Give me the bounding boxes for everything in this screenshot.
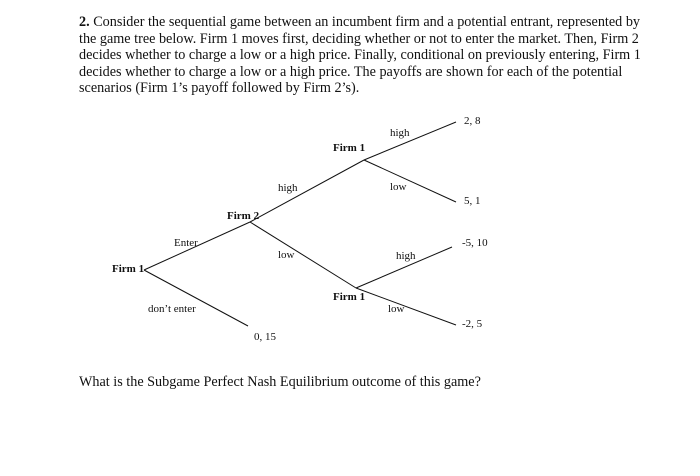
- branch-label-firm2-high: high: [278, 182, 298, 194]
- payoff-dont-enter: 0, 15: [254, 331, 276, 343]
- edge-firm2-high: [250, 160, 364, 222]
- edge-firm2-low: [250, 222, 356, 288]
- branch-label-firm1-low-low: low: [388, 303, 405, 315]
- payoff-high-high: 2, 8: [464, 115, 481, 127]
- edge-firm1-high-low: [364, 160, 456, 202]
- branch-label-firm1-low-high: high: [396, 250, 416, 262]
- payoff-low-low: -2, 5: [462, 318, 483, 330]
- branch-label-firm1-high-high: high: [390, 127, 410, 139]
- branch-label-enter: Enter: [174, 237, 198, 249]
- payoff-high-low: 5, 1: [464, 195, 481, 207]
- edge-dont-enter: [144, 270, 248, 326]
- branch-label-firm1-high-low: low: [390, 181, 407, 193]
- question-body: Consider the sequential game between an incumbent firm and a potential entrant, represented by the game tree below. Firm 1 moves first, deciding whether or not to enter the market. Then, Firm 2 decides whether to charge a low or a high price. Finally, conditional on previously entering, Firm 1 decides whether to charge a low or a high price. The payoffs are shown for each of the potential scenarios (Firm 1’s payoff followed by Firm 2’s).: [79, 14, 641, 97]
- question-number: 2.: [79, 14, 90, 30]
- edge-firm1-high-high: [364, 122, 456, 160]
- closing-question: What is the Subgame Perfect Nash Equilibrium outcome of this game?: [79, 374, 481, 390]
- edge-firm1-low-low: [356, 288, 456, 325]
- node-label-firm1-root: Firm 1: [112, 263, 145, 275]
- node-label-firm1-after-high: Firm 1: [333, 142, 366, 154]
- payoff-low-high: -5, 10: [462, 237, 488, 249]
- node-label-firm2: Firm 2: [227, 210, 260, 222]
- node-label-firm1-after-low: Firm 1: [333, 291, 366, 303]
- branch-label-firm2-low: low: [278, 249, 295, 261]
- branch-label-dont-enter: don’t enter: [148, 303, 196, 315]
